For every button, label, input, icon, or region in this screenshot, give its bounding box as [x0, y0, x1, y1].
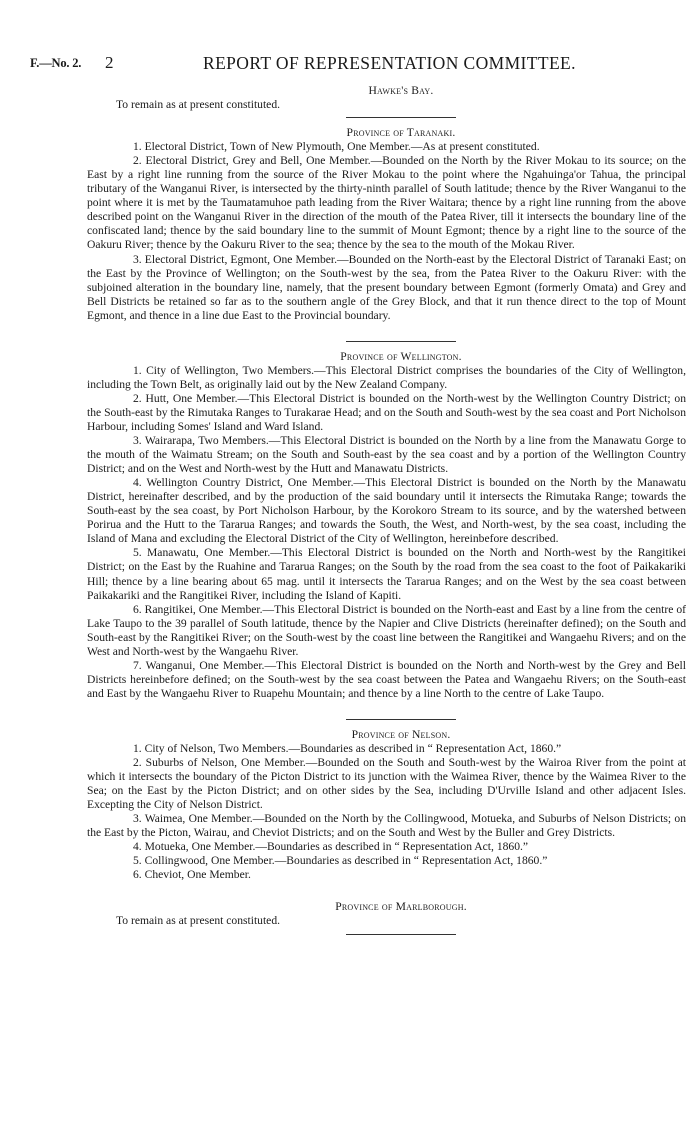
paragraph: 5. Manawatu, One Member.—This Electoral District is bounded on the North and North-west by the Rangitikei District; on the East by the Ruahine and Tararua Ranges; on the South by the road from the sea coast to the foot of Paikakariki Hill; thence by a line bearing about 65 mag. until it intersects the Tararua Ranges; and on the West by the sea coast between Paikakariki and the Rangitikei River, including the Island of Kapiti.: [87, 546, 686, 602]
paragraph: 3. Waimea, One Member.—Bounded on the North by the Collingwood, Motueka, and Suburbs of Nelson Districts; on the East by the Picton, Wairau, and Cheviot Districts; and on the South and West by the Buller and Grey Districts.: [87, 812, 686, 840]
section-nelson: [87, 728, 686, 883]
section-wellington: [87, 350, 686, 701]
paragraph: 6. Rangitikei, One Member.—This Electoral District is bounded on the North-east and East by a line from the centre of Lake Taupo to the 39 parallel of South latitude, thence by the Napier and Clive Districts (hereinafter defined); on the South and South-east by the Rangitikei River; on the South-west by the coast line between the Rangitikei and Wangaehu Rivers; and on the West and North-west by the Wangaehu River.: [87, 602, 686, 658]
paragraph: To remain as at present constituted.: [116, 98, 281, 112]
document-reference: F.—No. 2.: [30, 56, 82, 70]
section-heading: Province of Nelson.: [351, 727, 451, 741]
section-hawkes-bay: [116, 84, 686, 112]
section-taranaki: [87, 126, 686, 323]
paragraph: 1. City of Nelson, Two Members.—Boundaries as described in “ Representation Act, 1860.”: [133, 741, 562, 755]
page-number: 2: [105, 53, 114, 72]
paragraph: 1. Electoral District, Town of New Plymouth, One Member.—As at present constituted.: [133, 140, 540, 154]
paragraph: 2. Electoral District, Grey and Bell, One Member.—Bounded on the North by the River Mokau to its source; on the East by a right line running from the source of the River Mokau to the point where the Ngahuinga'or Tahua, the principal tributary of the Wanganui River, is intersected by the thirty-ninth parallel of South latitude; thence by the River Wanganui to the point where it is met by the Taumatamuhoe path leading from the River Waitara; thence by a right line running from the above described point on the Wanganui River in the direction of the mouth of the Patea River, till it intersects the boundary line of the confiscated land; thence by the said boundary line to the summit of Mount Egmont; thence by a right line to the source of the Oakuru River; thence by the Oakuru River to the sea; thence by the sea to the mouth of the Mokau River.: [87, 154, 686, 252]
paragraph: 4. Motueka, One Member.—Boundaries as described in “ Representation Act, 1860.”: [133, 840, 529, 854]
page-title: REPORT OF REPRESENTATION COMMITTEE.: [203, 53, 576, 73]
paragraph: 2. Suburbs of Nelson, One Member.—Bounded on the South and South-west by the Wairoa River from the point at which it intersects the boundary of the Picton District to its junction with the Waimea River, thence by the Waimea River to the Sea; on the East by the Picton District; and on other sides by the Sea, including D'Urville Island and other adjacent Isles. Excepting the City of Nelson District.: [87, 756, 686, 812]
document-body: [87, 84, 686, 935]
page-header: [0, 53, 700, 77]
paragraph: 2. Hutt, One Member.—This Electoral District is bounded on the North-west by the Wellington Country District; on the South-east by the Rimutaka Ranges to Turakarae Head; and on the South and South-west by the sea coast and Port Nicholson Harbour, including Somes' Island and Ward Island.: [87, 391, 686, 433]
paragraph: 3. Wairarapa, Two Members.—This Electoral District is bounded on the North by a line from the Manawatu Gorge to the mouth of the Waimatu Stream; on the South and South-east by the sea coast and by a portion of the Wellington Country District; and on the West and North-west by the Hutt and Manawatu Districts.: [87, 434, 686, 476]
paragraph: 7. Wanganui, One Member.—This Electoral District is bounded on the North and North-west by the Grey and Bell Districts hereinbefore defined; on the South-west by the sea coast between the Patea and Wangaehu Rivers; on the South-east and East by the Wangaehu River to Ruapehu Mountain; and thence by a line North to the centre of Lake Taupo.: [87, 658, 686, 700]
section-marlborough: [116, 900, 686, 928]
paragraph: 1. City of Wellington, Two Members.—This Electoral District comprises the boundaries of the City of Wellington, including the Town Belt, as originally laid out by the New Zealand Company.: [87, 363, 686, 391]
paragraph: 4. Wellington Country District, One Member.—This Electoral District is bounded on the North by the Manawatu District, hereinafter described, and by the production of the said boundary until it intersects the Rimutaka Range; towards the South-east by the sea coast, by Port Nicholson Harbour, by the Korokoro Stream to its source, and by the watershed between Porirua and the Hutt to the Tararua Ranges; and towards the South, the West, and North-west, by the sea coast, including the Island of Mana and excluding the Electoral District of the City of Wellington, hereinbefore described.: [87, 476, 686, 546]
section-divider: [346, 934, 456, 935]
section-heading: Hawke's Bay.: [368, 84, 434, 97]
paragraph: 5. Collingwood, One Member.—Boundaries as described in “ Representation Act, 1860.”: [133, 854, 548, 868]
section-heading: Province of Marlborough.: [335, 900, 467, 914]
paragraph: 3. Electoral District, Egmont, One Member.—Bounded on the North-east by the Electoral District of Taranaki East; on the East by the Province of Wellington; on the South-west by the sea, from the Patea River to the Oakuru River: with the subjoined alteration in the boundary line, namely, that the present boundary between Egmont (formerly Omata) and Grey and Bell Districts be retained so far as to the southern angle of the Grey Block, and that it run thence direct to the top of Mount Egmont, and thence in a line due East to the Provincial boundary.: [87, 252, 686, 322]
paragraph: 6. Cheviot, One Member.: [133, 868, 251, 882]
section-heading: Province of Wellington.: [340, 349, 462, 363]
section-heading: Province of Taranaki.: [346, 126, 456, 140]
paragraph: To remain as at present constituted.: [116, 914, 281, 928]
